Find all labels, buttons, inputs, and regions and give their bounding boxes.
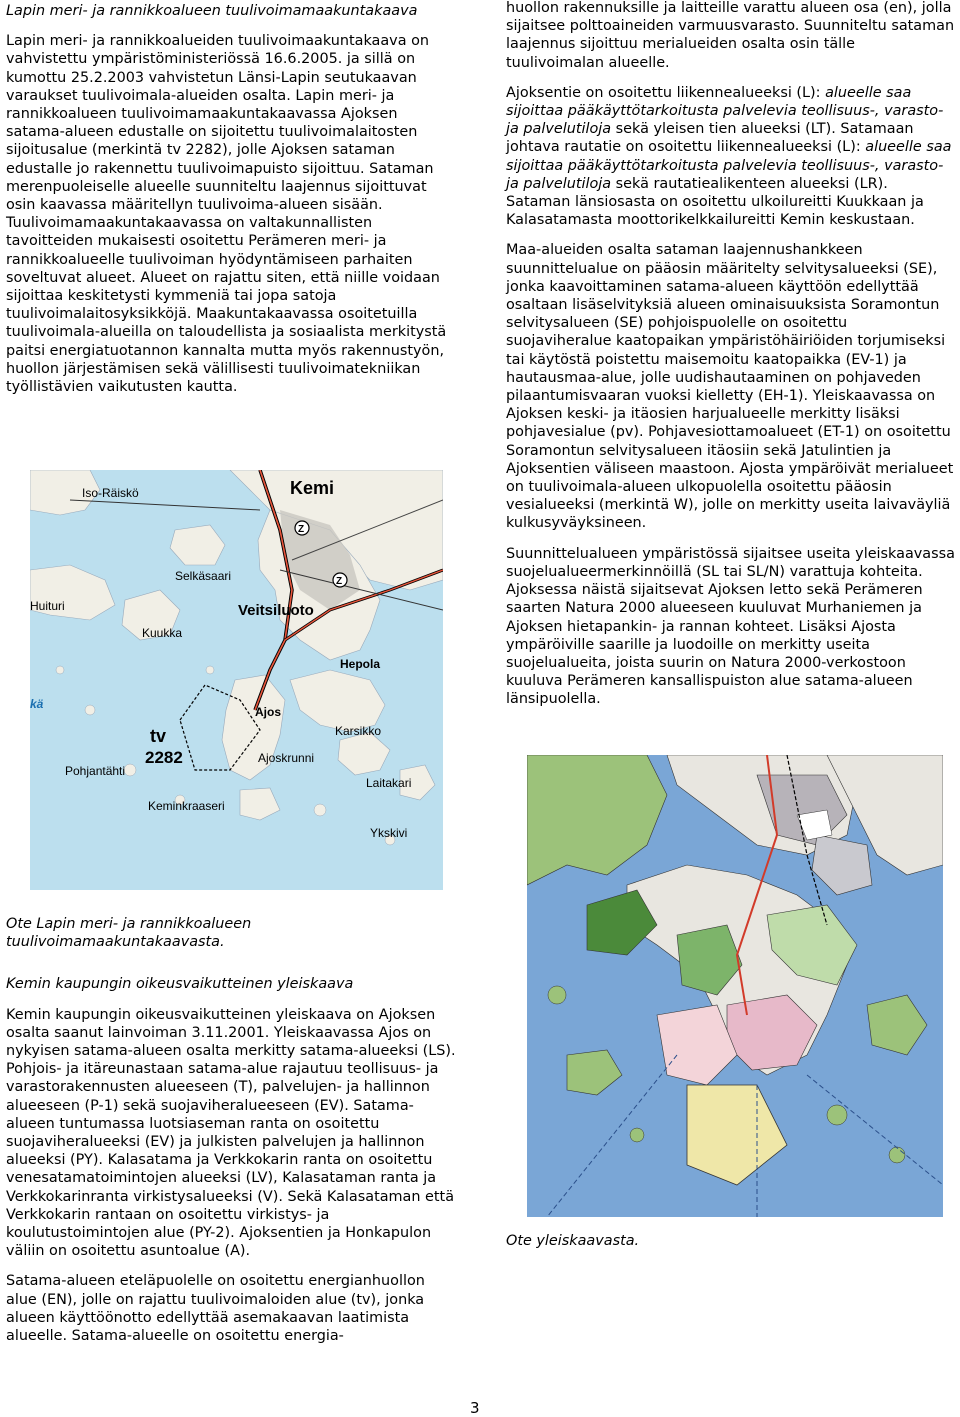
map1-caption: Ote Lapin meri- ja rannikkoalueen tuulivoimamaakuntakaavasta.	[6, 916, 252, 951]
map2-svg	[527, 755, 943, 1217]
map2-caption-container	[506, 1232, 956, 1250]
map1-label-huituri: Huituri	[30, 599, 65, 613]
paragraph-yleiskaava: Kemin kaupungin oikeusvaikutteinen yleiskaava on Ajoksen osalta saanut lainvoiman 3.11.2001. Yleiskaavassa Ajos on nykyisen satama-alueen osalta merkitty satama-alueeksi (LS). Pohjois- ja itäreunastaan satama-alue rajautuu teollisuus- ja varastorakennusten alueeseen (T), palvelujen- ja hallinnon alueeseen (P-1) sekä suojaviheralueeseen (EV). Satama-alueen tuntumassa luotsiaseman ranta on osoitettu suojaviheralueeksi (EV) ja julkisten palvelujen ja hallinnon alueeksi (PY). Kalasatama ja Verkkokarin ranta on osoitettu venesatamatoimintojen alueeksi (LV), Kalasataman ranta ja Verkkokarinranta virkistysalueeksi (V). Sekä Kalasataman että Verkkokarin rantaan on osoitettu virkistys- ja koulutustoimintojen alue (PY-2). Ajoksentien ja Honkapulon väliin on osoitettu asuntoalue (A).	[6, 1006, 456, 1260]
liikenne-text-1: Ajoksentie on osoitettu liikennealueeksi (L):	[506, 84, 826, 101]
map1-label-keminkraaseri: Keminkraaseri	[148, 799, 225, 813]
map1-label-laitakari: Laitakari	[366, 776, 412, 790]
liikenne-italic-1: alueelle saa sijoittaa pääkäyttötarkoitusta palvelevia teollisuus-, varasto- ja palvelutiloja	[506, 84, 944, 138]
map1-label-tv-number: 2282	[145, 748, 183, 767]
paragraph-maa-alueet: Maa-alueiden osalta sataman laajennushankkeen suunnittelualue on pääosin määritelty selvitysalueeksi (SE), jonka kaavoittaminen satama-alueen käyttöön edellyttää osaltaan lisäselvityksiä alueen ominaisuuksista Soramontun selvitysalueen (SE) pohjoispuolelle on osoitettu suojaviheralue kaatopaikan ympäristöhäiriöiden torjumiseksi tai käytöstä poistettu maisemoitu kaatopaikka (EV-1) ja hautausmaa-alue, jolle uudishautaaminen on pohjaveden pilaantumisvaaran vuoksi kielletty (EH-1). Yleiskaavassa on Ajoksen keski- ja itäosien harjualueelle merkitty lisäksi pohjavesialue (pv). Pohjavesiottamoalueet (ET-1) on osoitettu Soramontun selvitysalueen itäosiin sekä Jatulintien ja Ajoksentien väliseen maastoon. Ajosta ympäröivät merialueet on tuulivoimala-alueen ulkopuolella osoitettu pääosin vesialueeksi (merkintä W), jolle on merkitty useita laivaväyliä kulkusyväyksineen.	[506, 242, 954, 532]
map1-label-selkasaari: Selkäsaari	[175, 569, 232, 583]
map1-label-ka: kä	[30, 697, 44, 711]
paragraph-energiahuolto-cont: huollon rakennuksille ja laitteille varattu alueen osa (en), jolla sijaitsee polttoaineiden varmuusvarasto. Suunniteltu sataman laajennus sijoittuu merialueiden osalta osin tälle tuulivoimalan alueelle.	[506, 0, 955, 71]
map2-caption: Ote yleiskaavasta.	[506, 1233, 640, 1249]
section-heading-tuulivoima: Lapin meri- ja rannikkoalueen tuulivoimamaakuntakaava	[6, 3, 418, 19]
map1-svg	[30, 470, 443, 890]
liikenne-italic-2: alueelle saa sijoittaa pääkäyttötarkoitusta palvelevia teollisuus-, varasto- ja palvelutiloja	[506, 139, 952, 192]
map1-label-ajos: Ajos	[255, 705, 282, 719]
map1-label-iso-raisko: Iso-Räiskö	[82, 486, 139, 500]
map1-label-hepola: Hepola	[340, 657, 381, 671]
paragraph-tuulivoimamaakuntakaava: Lapin meri- ja rannikkoalueiden tuulivoimaakuntakaava on vahvistettu ympäristöministeriössä 16.6.2005. ja sillä on kumottu 25.2.2003 vahvistetun Länsi-Lapin seutukaavan varaukset tuulivoimala-alueiden osalta. Lapin meri- ja rannikkoalueen tuulivoimamaakuntakaavassa Ajoksen satama-alueen edustalle on sijoitettu tuulivoimalaitosten sijoitusalue (merkintä tv 2282), jolle Ajoksen sataman edustalle jo rakennettu tuulivoimapuisto sijoittuu. Sataman merenpuoleiselle alueelle suunniteltu laajennus sijoittuvat osin kaavassa määritellyn tuulivoima-alueen sisään. Tuulivoimamaakuntakaavassa on valtakunnallisten tavoitteiden mukaisesti osoitettu Perämeren meri- ja rannikkoalueelle tuulivoiman hyödyntämiseen parhaiten soveltuvat alueet. Alueet on rajattu siten, että niille voidaan sijoittaa keskitetysti kymmeniä tai jopa satoja tuulivoimalaitosyksikköjä. Maakuntakaavassa osoitetuilla tuulivoimala-alueilla on taloudellista ja sosiaalista merkitystä paitsi energiatuotannon kannalta mutta myös rakennustyön, huollon järjestämisen sekä välillisesti tuulivoimatekniikan työllistävien vaikutusten kautta.	[6, 33, 447, 396]
map1-label-pohjantahti: Pohjantähti	[65, 764, 126, 778]
paragraph-liikennealue	[506, 84, 956, 230]
map-yleiskaava	[527, 755, 943, 1217]
map1-label-karsikko: Karsikko	[335, 724, 382, 738]
left-column-lower	[6, 915, 458, 1345]
map1-label-kemi: Kemi	[290, 478, 335, 498]
map1-label-kuukka: Kuukka	[142, 626, 183, 640]
paragraph-energianhuolto: Satama-alueen eteläpuolelle on osoitettu energianhuollon alue (EN), jolle on rajattu tuulivoimaloiden alue (tv), jonka alueen käyttöönotto edellyttää asemakaavan laatimista alueelle. Satama-alueelle on osoitettu energia-	[6, 1273, 425, 1345]
section-subheading-yleiskaava: Kemin kaupungin oikeusvaikutteinen yleiskaava	[6, 976, 354, 993]
map1-z-marker-2: Z	[336, 576, 343, 587]
right-column	[506, 0, 956, 709]
map1-label-veitsiluoto: Veitsiluoto	[238, 602, 314, 619]
liikenne-text-3: sekä rautatiealikenteen alueeksi (LR). Sataman länsiosasta on osoitettu ulkoilureitti Kuukkaan ja Kalasatamasta moottorikelkkailureitti Kemin keskustaan.	[506, 175, 924, 229]
map1-label-tv: tv	[150, 726, 167, 746]
page-number: 3	[470, 1399, 480, 1417]
paragraph-suojelualueet: Suunnittelualueen ympäristössä sijaitsee useita yleiskaavassa suojelualueermerkinnöillä (SL tai SL/N) varattuja kohteita. Ajoksessa näistä sijaitsevat Ajoksen letto sekä Perämeren saarten Natura 2000 alueeseen kuuluvat Murhaniemen ja Ajoksen hietapankin- ja rannan kohteet. Lisäksi Ajosta ympäröiville saarille ja luodoille on merkitty useita suojelualueita, joista suurin on Natura 2000-verkostoon kuuluva Perämeren kansallispuiston alue satama-alueen länsipuolella.	[506, 545, 955, 708]
map1-label-ykskivi: Ykskivi	[370, 826, 408, 840]
liikenne-text-2: sekä yleisen tien alueeksi (LT). Satamaan johtava rautatie on osoitettu liikennealueeksi (L):	[506, 121, 914, 156]
map-tuulivoimamaakuntakaava	[30, 470, 443, 890]
left-column	[6, 2, 458, 396]
map1-label-ajoskrunni: Ajoskrunni	[258, 751, 315, 765]
map1-z-marker-1: Z	[298, 524, 305, 535]
